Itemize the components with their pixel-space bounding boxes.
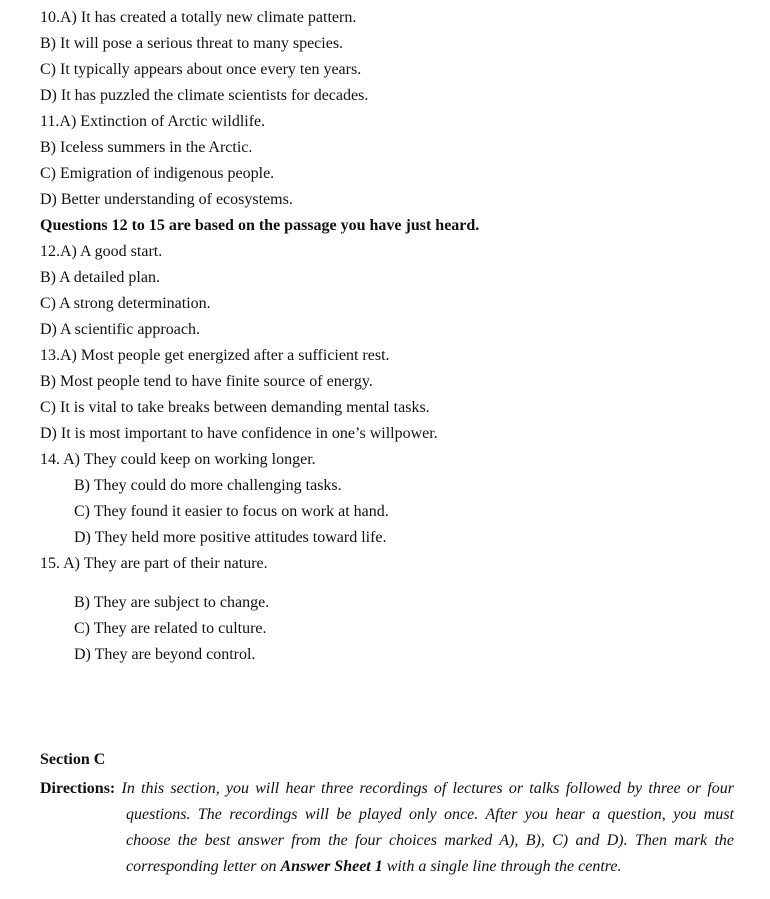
q12-option-c: C) A strong determination. (40, 295, 211, 312)
q15-option-b: B) They are subject to change. (74, 594, 270, 611)
q12-option-d: D) A scientific approach. (40, 321, 200, 338)
q13-option-d: D) It is most important to have confidence in one’s willpower. (40, 425, 438, 442)
q13-option-b: B) Most people tend to have finite source of energy. (40, 373, 373, 390)
q15-option-c: C) They are related to culture. (74, 620, 267, 637)
q12-option-b: B) A detailed plan. (40, 269, 160, 286)
q11-option-d: D) Better understanding of ecosystems. (40, 191, 293, 208)
q14-option-a: 14. A) They could keep on working longer. (40, 451, 316, 468)
q11-option-a: 11.A) Extinction of Arctic wildlife. (40, 113, 266, 130)
q10-option-b: B) It will pose a serious threat to many species. (40, 35, 344, 52)
q11-option-c: C) Emigration of indigenous people. (40, 165, 275, 182)
q12-option-a: 12.A) A good start. (40, 243, 163, 260)
q10-option-d: D) It has puzzled the climate scientists for decades. (40, 87, 369, 104)
q14-option-b: B) They could do more challenging tasks. (74, 477, 342, 494)
directions-text-part2: with a single line through the centre. (382, 858, 622, 875)
q10-option-c: C) It typically appears about once every ten years. (40, 61, 362, 78)
q11-option-b: B) Iceless summers in the Arctic. (40, 139, 253, 156)
section-c-title: Section C (40, 751, 106, 768)
q10-option-a: 10.A) It has created a totally new climate pattern. (40, 9, 357, 26)
q13-option-a: 13.A) Most people get energized after a sufficient rest. (40, 347, 390, 364)
q14-option-c: C) They found it easier to focus on work at hand. (74, 503, 389, 520)
questions-12-15-heading: Questions 12 to 15 are based on the passage you have just heard. (40, 217, 480, 234)
directions-text-part1: In this section, you will hear three recordings of lectures or talks followed by three or four questions. The recordings will be played only once. After you hear a question, you must choose the best answer from the four choices marked A), B), C) and D). Then mark the corresponding letter on (121, 780, 735, 875)
q14-option-d: D) They held more positive attitudes toward life. (74, 529, 387, 546)
answer-sheet-label: Answer Sheet 1 (280, 858, 383, 875)
directions-label: Directions: (40, 780, 116, 797)
q13-option-c: C) It is vital to take breaks between demanding mental tasks. (40, 399, 430, 416)
q15-option-a: 15. A) They are part of their nature. (40, 555, 268, 572)
section-c-directions (40, 776, 734, 880)
q15-option-d: D) They are beyond control. (74, 646, 256, 663)
